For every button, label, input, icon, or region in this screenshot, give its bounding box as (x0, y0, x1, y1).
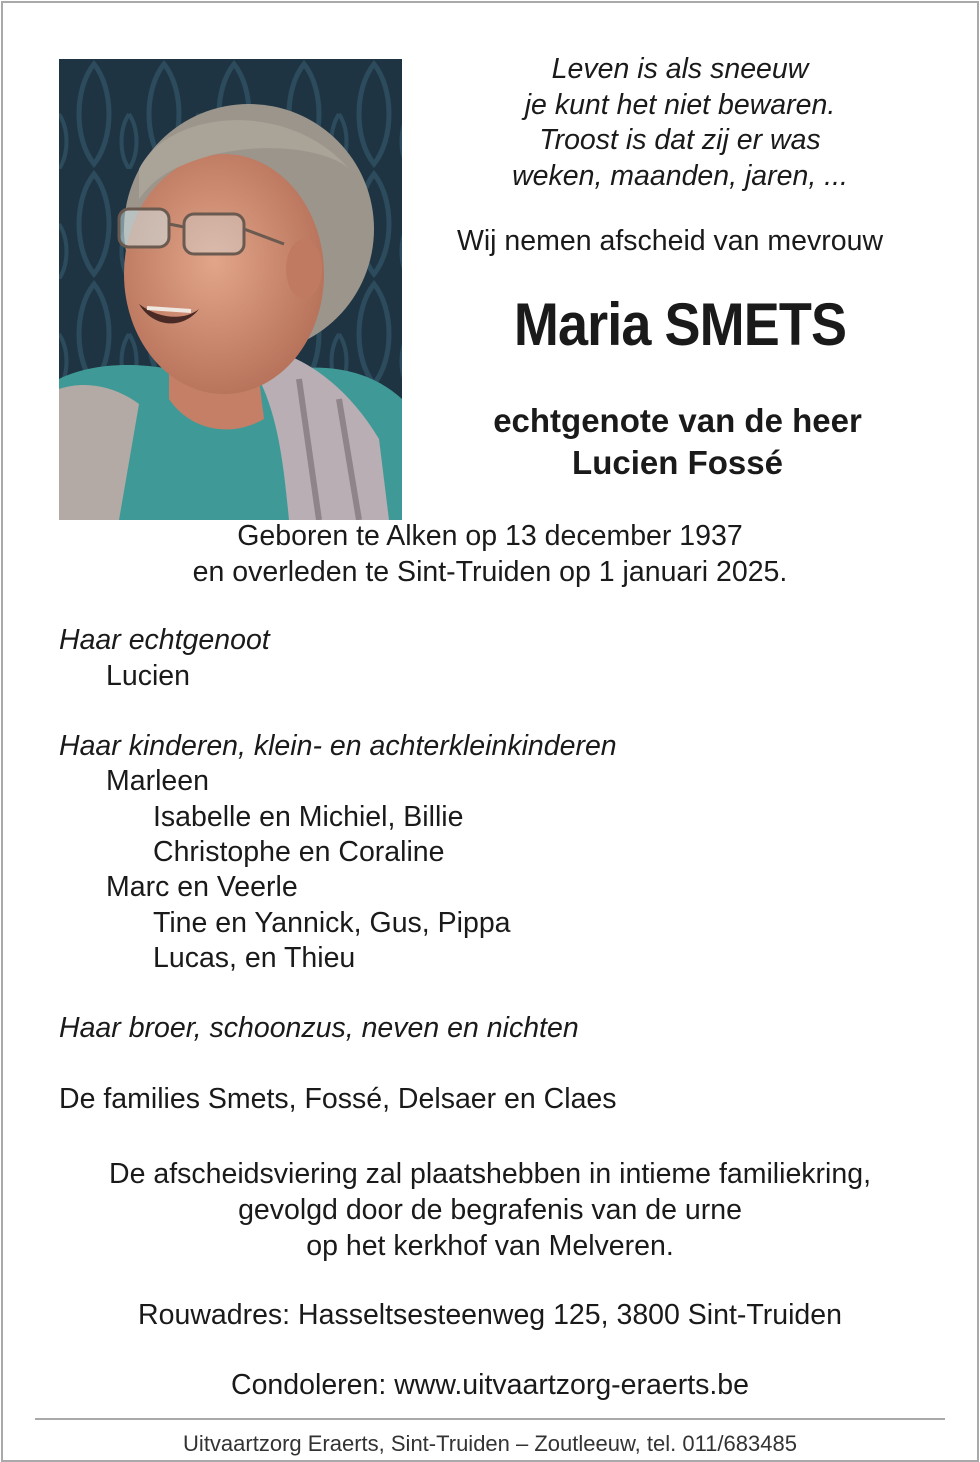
children-heading: Haar kinderen, klein- en achterkleinkinderen (59, 730, 617, 762)
grandchild-1: Isabelle en Michiel, Billie (153, 801, 464, 833)
husband-heading: Haar echtgenoot (59, 624, 270, 656)
deceased-name: Maria SMETS (513, 291, 847, 358)
death-line: en overleden te Sint-Truiden op 1 januari 2025. (192, 556, 788, 588)
spouse-name: Lucien Fossé (572, 444, 783, 481)
spouse-block (420, 400, 935, 484)
portrait-photo (59, 59, 402, 520)
poem (430, 52, 930, 194)
siblings-heading: Haar broer, schoonzus, neven en nichten (59, 1012, 579, 1044)
child-2: Marc en Veerle (106, 871, 298, 903)
footer-divider (35, 1418, 945, 1420)
grandchild-3: Tine en Yannick, Gus, Pippa (153, 907, 511, 939)
footer-text: Uitvaartzorg Eraerts, Sint-Truiden – Zoutleeuw, tel. 011/683485 (183, 1431, 797, 1456)
husband-name: Lucien (106, 660, 190, 692)
poem-line-2: je kunt het niet bewaren. (524, 88, 836, 121)
birth-death-block (0, 518, 980, 590)
grandchild-2: Christophe en Coraline (153, 836, 445, 868)
families-line: De families Smets, Fossé, Delsaer en Claes (59, 1083, 617, 1115)
spouse-title: echtgenote van de heer (493, 402, 862, 439)
condolences-link[interactable]: Condoleren: www.uitvaartzorg-eraerts.be (231, 1369, 749, 1401)
ceremony-line-2: gevolgd door de begrafenis van de urne (238, 1194, 742, 1226)
child-1: Marleen (106, 765, 209, 797)
ceremony-line-1: De afscheidsviering zal plaatshebben in intieme familiekring, (109, 1158, 871, 1190)
mourning-address: Rouwadres: Hasseltsesteenweg 125, 3800 Sint-Truiden (138, 1299, 842, 1331)
poem-line-1: Leven is als sneeuw (551, 53, 809, 85)
ceremony-line-3: op het kerkhof van Melveren. (306, 1230, 674, 1262)
intro-text: Wij nemen afscheid van mevrouw (456, 225, 884, 257)
birth-line: Geboren te Alken op 13 december 1937 (237, 520, 743, 552)
poem-line-3: Troost is dat zij er was (539, 124, 821, 156)
poem-line-4: weken, maanden, jaren, ... (512, 159, 848, 192)
grandchild-4: Lucas, en Thieu (153, 942, 356, 974)
ceremony-block (0, 1156, 980, 1264)
